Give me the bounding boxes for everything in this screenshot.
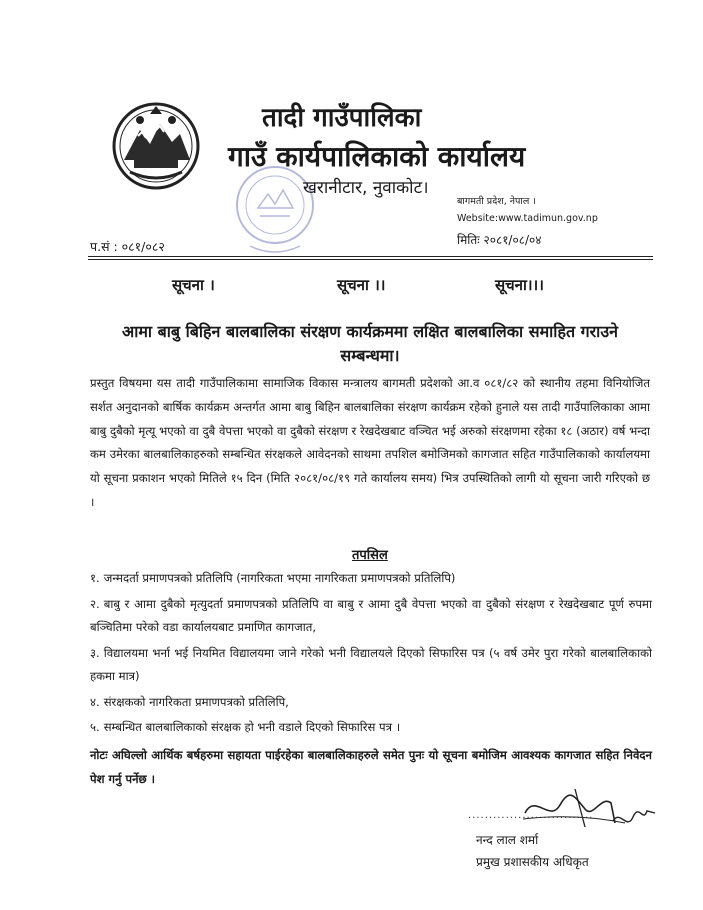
reference-number: प.सं : ०८१/०८२ bbox=[90, 239, 165, 254]
signatory-title: प्रमुख प्रशासकीय अधिकृत bbox=[476, 855, 589, 869]
body-paragraph: प्रस्तुत विषयमा यस तादी गाउँपालिकामा सामाजिक विकास मन्त्रालय बागमती प्रदेशको आ.व ०८१/८२ को स्थानीय तहमा विनियोजित सर्शत अनुदानको बार्षिक कार्यक्रम अन्तर्गत आमा बाबु बिहिन बालबालिका संरक्षण कार्यक्रम रहेको हुनाले यस तादी गाउँपालिकाका आमा बाबु दुबैको मृत्यू भएको वा दुबै वेपत्ता भएको वा दुबैको संरक्षण र रेखदेखबाट वञ्चित भई अरुको संरक्षणमा रहेका १८ (अठार) वर्ष भन्दा कम उमेरका बालबालिकाहरुको सम्बन्धित संरक्षकले आवेदनको साथमा तपशिल बमोजिमको कागजात सहित गाउँपालिकाको कार्यालयमा यो सूचना प्रकाशन भएको मितिले १५ दिन (मिति २०८१/०८/१९ गते कार्यालय समय) भित्र उपस्थितिको लागी यो सूचना जारी गरिएको छ । bbox=[90, 376, 650, 509]
list-item-text: बाबु र आमा दुबैको मृत्युदर्ता प्रमाणपत्रको प्रतिलिपि वा बाबु र आमा दुबै वेपत्ता भएको वा दुबैको संरक्षण र रेखदेखबाट पूर्ण रुपमा बञ्चितिमा परेको वडा कार्यालयबाट प्रमाणित कागजात, bbox=[90, 596, 652, 634]
province-text: बागमती प्रदेश, नेपाल । bbox=[457, 196, 536, 207]
contact-block bbox=[457, 193, 598, 227]
note-paragraph: नोटः अघिल्लो आर्थिक बर्षहरुमा सहायता पाईरहेका बालबालिकाहरुले समेत पुनः यो सूचना बमोजिम आवश्यक कागजात सहित निवेदन पेश गर्नु पर्नेछ । bbox=[90, 748, 652, 786]
office-title: गाउँ कार्यपालिकाको कार्यालय bbox=[228, 140, 526, 173]
office-address: खरानीटार, नुवाकोट। bbox=[303, 178, 429, 198]
government-emblem-icon bbox=[110, 100, 202, 192]
list-item bbox=[90, 691, 652, 715]
website-text: Website:www.tadimun.gov.np bbox=[457, 213, 598, 224]
list-item-text: विद्यालयमा भर्ना भई नियमित विद्यालयमा जाने गरेको भनी विद्यालयले दिएको सिफारिस पत्र (५ वर्ष उमेर पुरा गरेको बालबालिकाको हकमा मात्र) bbox=[90, 645, 652, 683]
list-item-number: ५. bbox=[90, 720, 100, 734]
list-item bbox=[90, 567, 652, 591]
subject-line: आमा बाबु बिहिन बालबालिका संरक्षण कार्यक्रममा लक्षित बालबालिका समाहित गराउने सम्बन्धमा। bbox=[122, 322, 618, 365]
notice-heading-1: सूचना । bbox=[172, 276, 215, 294]
signatory-name: नन्द लाल शर्मा bbox=[476, 833, 539, 847]
list-item bbox=[90, 716, 652, 740]
list-item-number: ३. bbox=[90, 645, 100, 660]
list-item-text: संरक्षकको नागरिकता प्रमाणपत्रको प्रतिलिपि, bbox=[103, 694, 289, 709]
list-item bbox=[90, 593, 652, 640]
signature-dotted-line: .............................. bbox=[468, 810, 594, 821]
header-divider-secondary bbox=[88, 259, 653, 260]
list-item-number: २. bbox=[90, 596, 100, 611]
header-divider bbox=[88, 256, 653, 257]
requirements-list bbox=[90, 567, 652, 742]
letter-date: मितिः २०८१/०८/०४ bbox=[457, 233, 542, 247]
list-item-text: जन्मदर्ता प्रमाणपत्रको प्रतिलिपि (नागरिकता भएमा नागरिकता प्रमाणपत्रको प्रतिलिपि) bbox=[103, 571, 456, 585]
notice-heading-2: सूचना ।। bbox=[337, 276, 386, 294]
notice-heading-3: सूचना।।। bbox=[495, 276, 544, 294]
details-heading: तपसिल bbox=[352, 548, 388, 563]
list-item-text: सम्बन्धित बालबालिकाको संरक्षक हो भनी वडाले दिएको सिफारिस पत्र । bbox=[103, 720, 401, 734]
list-item bbox=[90, 642, 652, 689]
list-item-number: ४. bbox=[90, 694, 100, 709]
office-name: तादी गाउँपालिका bbox=[262, 103, 422, 133]
list-item-number: १. bbox=[90, 571, 100, 585]
